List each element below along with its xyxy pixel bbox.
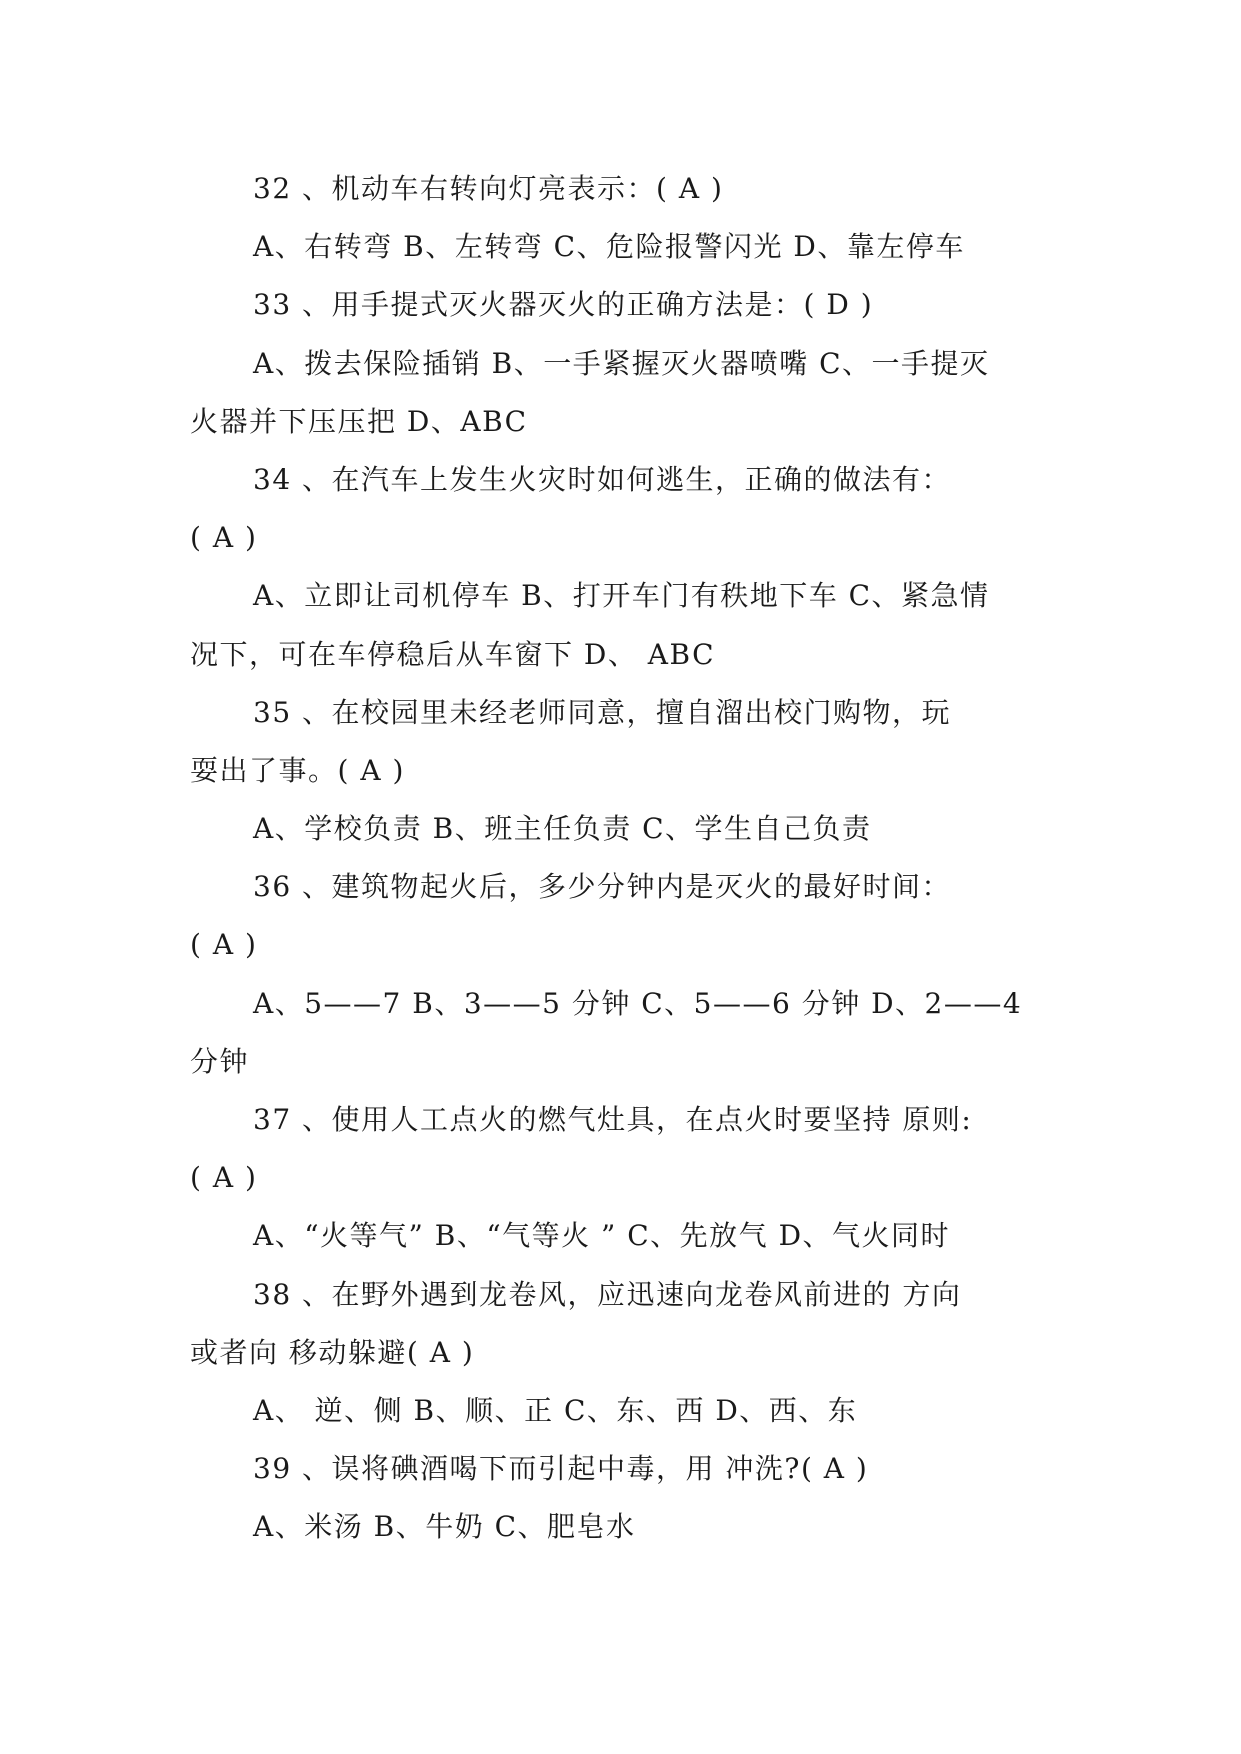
text-line: A、学校负责 B、班主任负责 C、学生自己负责 [253,812,872,846]
text-line: 34 、在汽车上发生火灾时如何逃生，正确的做法有： [253,462,952,496]
text-line: 32 、机动车右转向灯亮表示：( A ) [253,172,724,205]
text-line: ( A ) [190,521,258,555]
text-line: A、米汤 B、牛奶 C、肥皂水 [253,1510,636,1544]
text-line: 38 、在野外遇到龙卷风，应迅速向龙卷风前进的 方向 [253,1277,962,1311]
text-line: 37 、使用人工点火的燃气灶具，在点火时要坚持 原则: [253,1103,973,1136]
text-line: 况下，可在车停稳后从车窗下 D、 ABC [190,637,715,671]
text-line: 耍出了事。( A ) [190,753,405,787]
text-line: 39 、误将碘酒喝下而引起中毒，用 冲洗?( A ) [253,1452,869,1486]
text-line: A、 逆、侧 B、顺、正 C、东、西 D、西、东 [253,1393,858,1427]
question-list [190,160,1050,1557]
text-line: 或者向 移动躲避( A ) [190,1335,475,1369]
text-line: ( A ) [190,928,258,962]
text-line: ( A ) [190,1161,258,1195]
text-line: A、5——7 B、3——5 分钟 C、5——6 分钟 D、2——4 [253,986,1023,1020]
text-line: A、拨去保险插销 B、一手紧握灭火器喷嘴 C、一手提灭 [253,346,990,380]
text-line: 火器并下压压把 D、ABC [190,404,528,438]
text-line: A、“火等气” B、“气等火 ” C、先放气 D、气火同时 [253,1219,951,1253]
text-line: A、立即让司机停车 B、打开车门有秩地下车 C、紧急情 [253,579,990,613]
text-line: 36 、建筑物起火后，多少分钟内是灭火的最好时间： [253,870,952,904]
text-line: 分钟 [190,1044,250,1078]
text-line: A、右转弯 B、左转弯 C、危险报警闪光 D、靠左停车 [253,230,965,264]
text-line: 33 、用手提式灭火器灭火的正确方法是：( D ) [253,288,874,322]
text-line: 35 、在校园里未经老师同意，擅自溜出校门购物，玩 [253,695,952,729]
